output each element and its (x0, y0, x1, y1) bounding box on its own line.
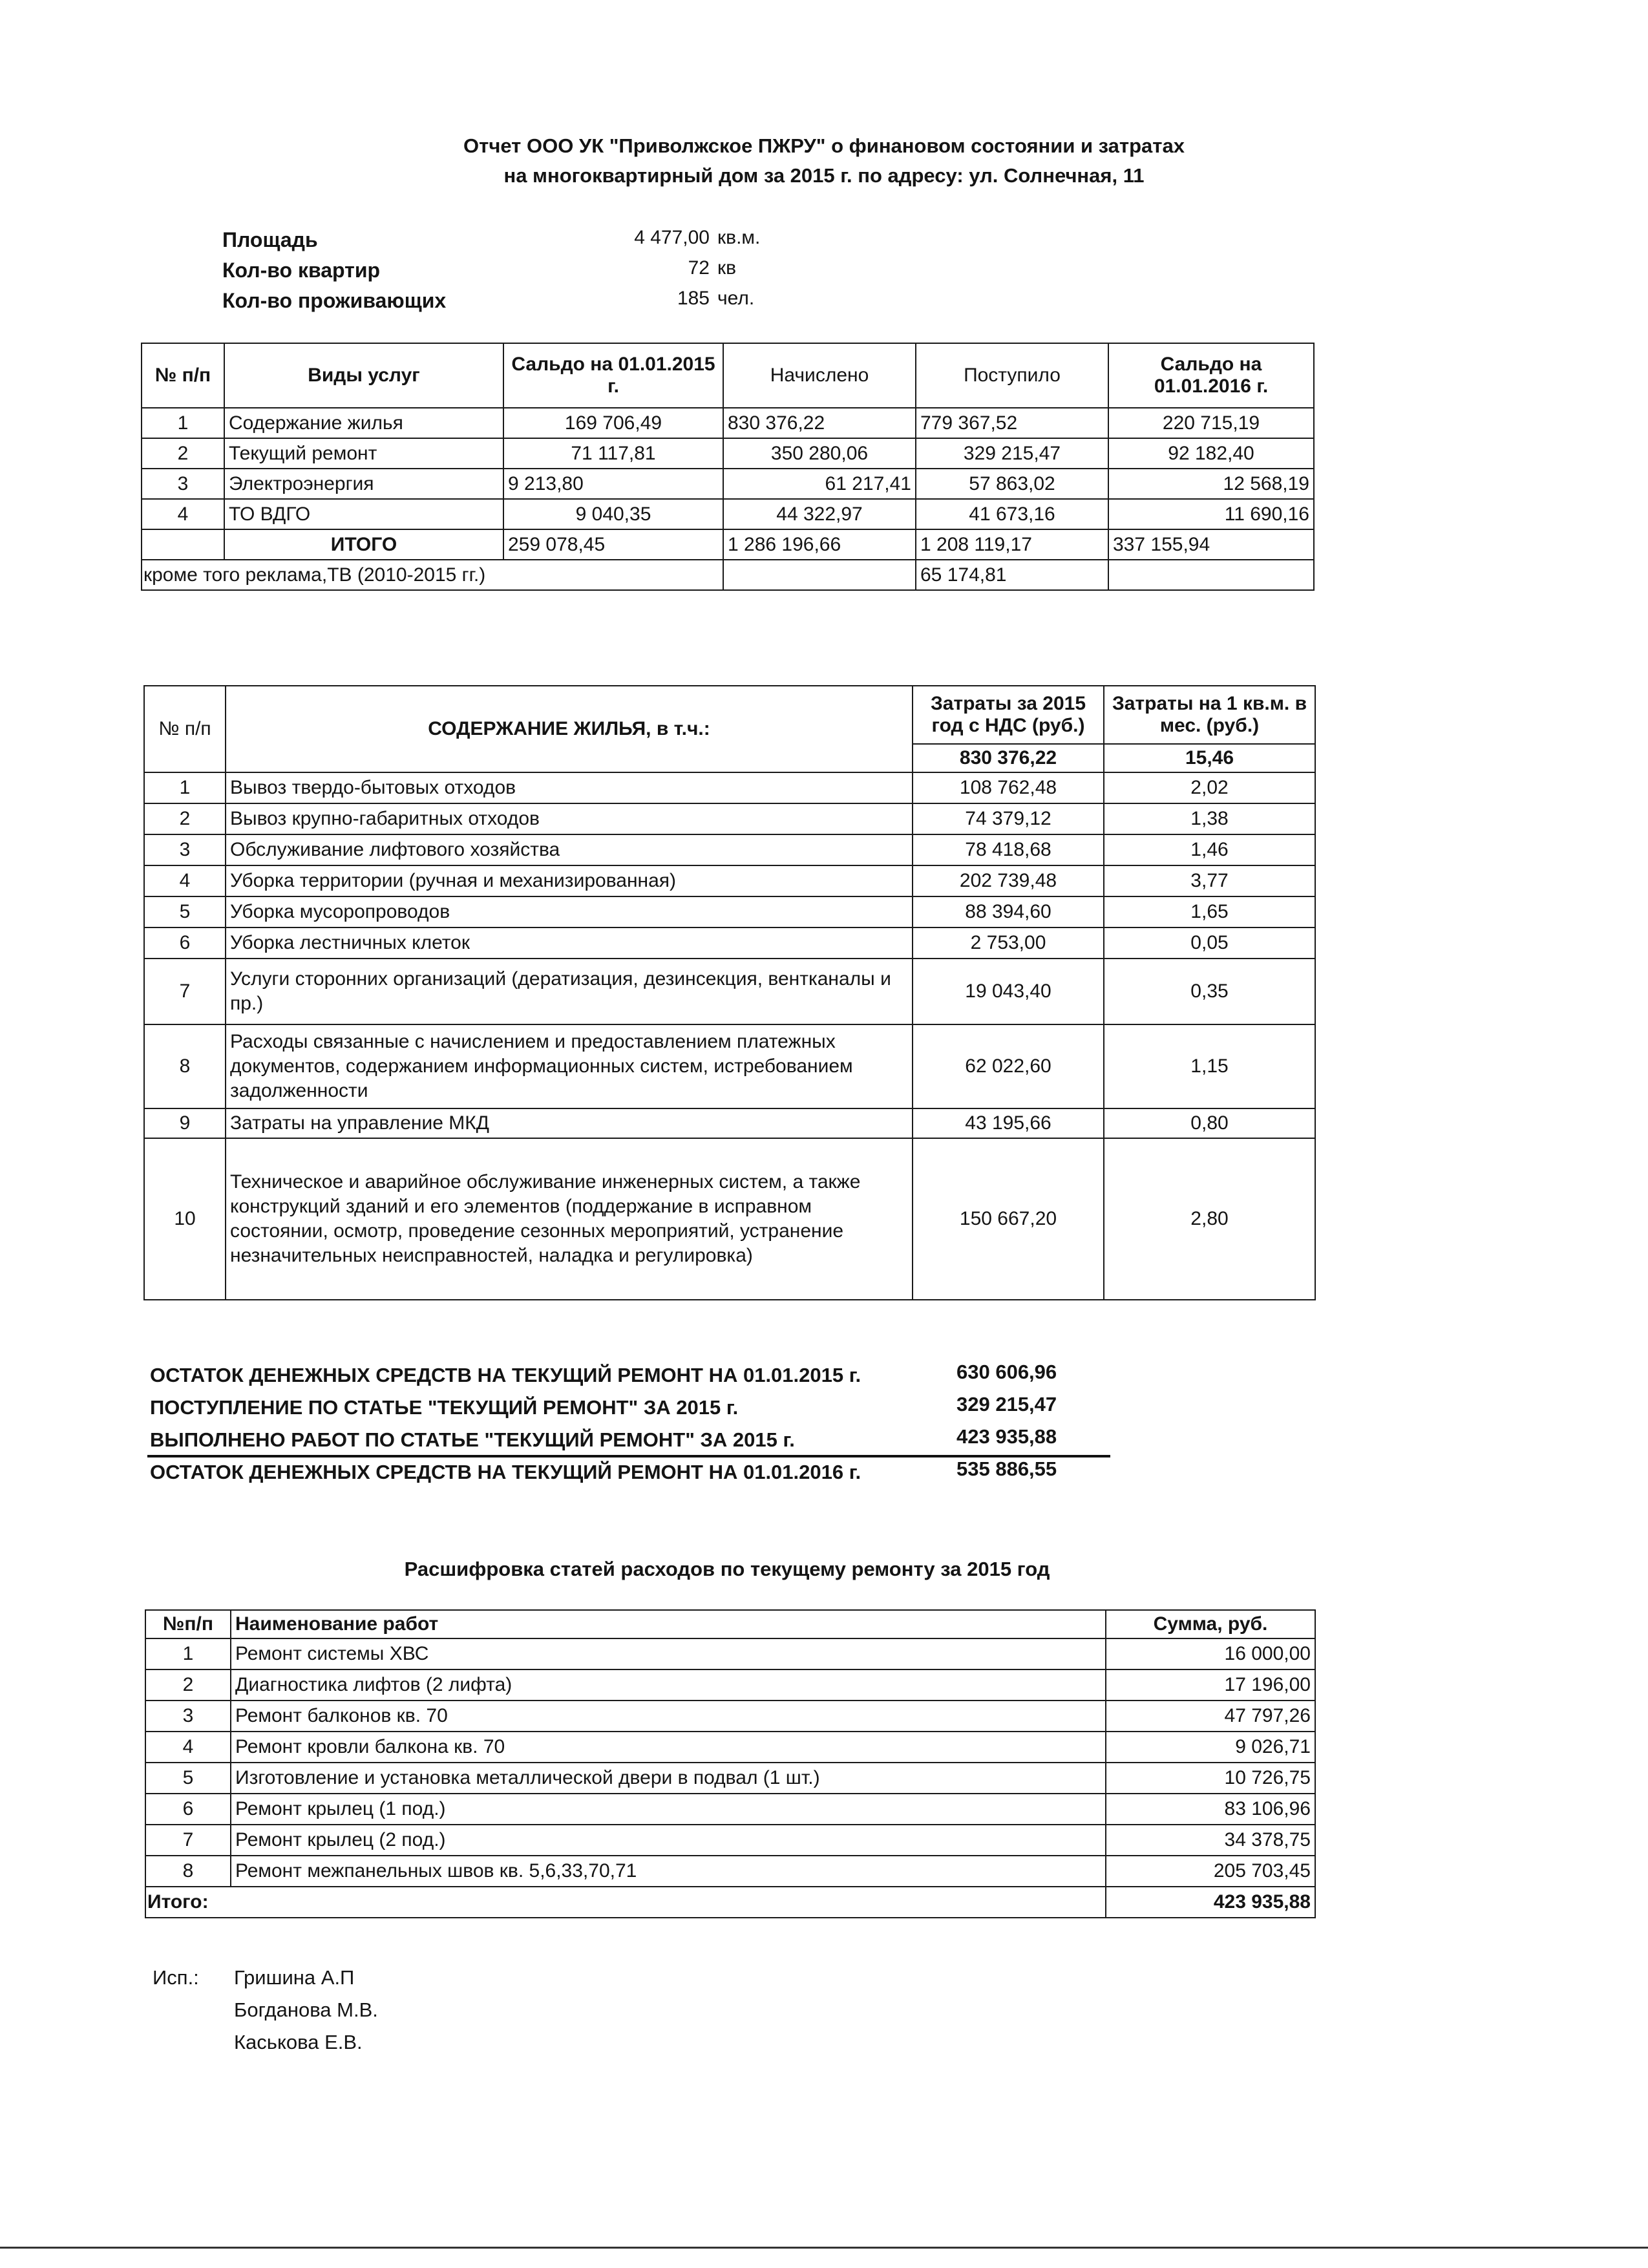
item-name: Уборка мусоропроводов (226, 896, 913, 927)
item-name: Услуги сторонних организаций (дератизация, дезинсекция, вентканалы и пр.) (226, 959, 913, 1024)
item-name: Расходы связанные с начислением и предоставлением платежных документов, содержанием информационных систем, истребованием задолженности (226, 1024, 913, 1108)
repair-table-header (145, 1610, 1315, 1638)
item-name: Уборка территории (ручная и механизированная) (226, 865, 913, 896)
apartments-label: Кол-во квартир (222, 259, 381, 282)
item-cost: 78 418,68 (913, 834, 1104, 865)
item-cost: 2 753,00 (913, 927, 1104, 959)
services-total-row (142, 529, 1314, 560)
table-row (145, 1763, 1315, 1794)
summary-label: ОСТАТОК ДЕНЕЖНЫХ СРЕДСТВ НА ТЕКУЩИЙ РЕМОНТ НА 01.01.2015 г. (150, 1364, 861, 1386)
table-row (145, 1638, 1315, 1669)
balance-2015: 71 117,81 (503, 438, 723, 469)
advertising-received: 65 174,81 (916, 560, 1108, 590)
item-per-m2: 0,35 (1104, 959, 1315, 1024)
summary-label: ОСТАТОК ДЕНЕЖНЫХ СРЕДСТВ НА ТЕКУЩИЙ РЕМОНТ НА 01.01.2016 г. (150, 1461, 861, 1483)
work-name: Ремонт межпанельных швов кв. 5,6,33,70,71 (231, 1856, 1106, 1887)
item-name: Обслуживание лифтового хозяйства (226, 834, 913, 865)
charged: 350 280,06 (723, 438, 916, 469)
table-row (144, 959, 1315, 1024)
row-number: 8 (144, 1024, 226, 1108)
apartments-unit: кв (717, 257, 737, 279)
charged: 830 376,22 (723, 408, 916, 438)
work-name: Диагностика лифтов (2 лифта) (231, 1669, 1106, 1701)
work-name: Изготовление и установка металлической двери в подвал (1 шт.) (231, 1763, 1106, 1794)
row-number: 1 (142, 408, 224, 438)
report-title-line-1: Отчет ООО УК "Приволжское ПЖРУ" о финановом состоянии и затратах (463, 134, 1185, 157)
service-name: ТО ВДГО (224, 499, 503, 529)
report-title-line-2: на многоквартирный дом за 2015 г. по адресу: ул. Солнечная, 11 (503, 164, 1145, 187)
col-service-header: Виды услуг (224, 343, 503, 408)
repair-breakdown-title: Расшифровка статей расходов по текущему ремонту за 2015 год (404, 1558, 1050, 1580)
received: 329 215,47 (916, 438, 1108, 469)
col-number-header: № п/п (142, 343, 224, 408)
row-number: 9 (144, 1108, 226, 1138)
total-cost: 830 376,22 (913, 744, 1104, 772)
residents-value: 185 (677, 288, 710, 309)
summary-value: 329 215,47 (956, 1393, 1057, 1415)
service-name: Электроэнергия (224, 469, 503, 499)
item-name: Уборка лестничных клеток (226, 927, 913, 959)
row-number: 4 (144, 865, 226, 896)
table-row (144, 772, 1315, 803)
row-number: 4 (145, 1732, 231, 1763)
row-number: 7 (145, 1825, 231, 1856)
item-per-m2: 0,80 (1104, 1108, 1315, 1138)
summary-value: 423 935,88 (956, 1425, 1057, 1448)
row-number: 3 (144, 834, 226, 865)
balance-2015: 9 040,35 (503, 499, 723, 529)
work-sum: 16 000,00 (1106, 1638, 1315, 1669)
row-number: 2 (142, 438, 224, 469)
received: 779 367,52 (916, 408, 1108, 438)
work-sum: 34 378,75 (1106, 1825, 1315, 1856)
work-sum: 10 726,75 (1106, 1763, 1315, 1794)
scan-edge-line (0, 2247, 1648, 2249)
row-number: 6 (145, 1794, 231, 1825)
table-row (144, 803, 1315, 834)
balance-2015: 9 213,80 (503, 469, 723, 499)
residents-label: Кол-во проживающих (222, 289, 447, 312)
services-table (141, 343, 1315, 591)
summary-label: ВЫПОЛНЕНО РАБОТ ПО СТАТЬЕ "ТЕКУЩИЙ РЕМОНТ" ЗА 2015 г. (150, 1428, 795, 1451)
advertising-label: кроме того реклама,ТВ (2010-2015 гг.) (142, 560, 723, 590)
area-unit: кв.м. (717, 227, 761, 248)
item-per-m2: 3,77 (1104, 865, 1315, 896)
row-number: 10 (144, 1138, 226, 1300)
total-received: 1 208 119,17 (916, 529, 1108, 560)
row-number: 4 (142, 499, 224, 529)
charged: 61 217,41 (723, 469, 916, 499)
table-row (144, 1138, 1315, 1300)
row-number: 3 (145, 1701, 231, 1732)
table-row (144, 927, 1315, 959)
row-number: 6 (144, 927, 226, 959)
table-row (142, 469, 1314, 499)
item-per-m2: 1,46 (1104, 834, 1315, 865)
row-number: 5 (145, 1763, 231, 1794)
work-sum: 47 797,26 (1106, 1701, 1315, 1732)
work-name: Ремонт кровли балкона кв. 70 (231, 1732, 1106, 1763)
services-table-header (142, 343, 1314, 408)
row-number: 2 (145, 1669, 231, 1701)
total-charged: 1 286 196,66 (723, 529, 916, 560)
service-name: Содержание жилья (224, 408, 503, 438)
item-per-m2: 0,05 (1104, 927, 1315, 959)
executors-label: Исп.: (153, 1966, 199, 1989)
item-per-m2: 1,65 (1104, 896, 1315, 927)
item-cost: 108 762,48 (913, 772, 1104, 803)
item-name: Техническое и аварийное обслуживание инженерных систем, а также конструкций зданий и его элементов (поддержание в исправном состоянии, осмотр, проведение сезонных мероприятий, устранение незначительных неисправностей, наладка и регулировка) (226, 1138, 913, 1300)
apartments-value: 72 (688, 257, 710, 279)
advertising-row (142, 560, 1314, 590)
total-balance-2016: 337 155,94 (1108, 529, 1314, 560)
table-row (144, 896, 1315, 927)
col-number-header: №п/п (145, 1610, 231, 1638)
balance-2016: 12 568,19 (1108, 469, 1314, 499)
row-number: 8 (145, 1856, 231, 1887)
row-number: 2 (144, 803, 226, 834)
repair-table (145, 1609, 1316, 1918)
total-per-m2: 15,46 (1104, 744, 1315, 772)
service-name: Текущий ремонт (224, 438, 503, 469)
received: 41 673,16 (916, 499, 1108, 529)
col-cost-header: Затраты за 2015 год с НДС (руб.) (913, 686, 1104, 744)
row-number: 1 (145, 1638, 231, 1669)
item-cost: 74 379,12 (913, 803, 1104, 834)
area-value: 4 477,00 (634, 227, 710, 248)
executor-name: Гришина А.П (234, 1966, 355, 1989)
table-row (145, 1856, 1315, 1887)
item-name: Вывоз крупно-габаритных отходов (226, 803, 913, 834)
table-row (144, 1108, 1315, 1138)
col-number-header: № п/п (144, 686, 226, 772)
item-cost: 19 043,40 (913, 959, 1104, 1024)
work-sum: 83 106,96 (1106, 1794, 1315, 1825)
item-name: Вывоз твердо-бытовых отходов (226, 772, 913, 803)
executor-name: Каськова Е.В. (234, 2031, 363, 2053)
item-per-m2: 1,38 (1104, 803, 1315, 834)
maintenance-table-header (144, 686, 1315, 744)
col-received-header: Поступило (916, 343, 1108, 408)
table-row (144, 865, 1315, 896)
maintenance-table (143, 685, 1316, 1300)
item-cost: 43 195,66 (913, 1108, 1104, 1138)
table-row (142, 408, 1314, 438)
col-maintenance-header: СОДЕРЖАНИЕ ЖИЛЬЯ, в т.ч.: (226, 686, 913, 772)
charged: 44 322,97 (723, 499, 916, 529)
table-row (142, 499, 1314, 529)
work-sum: 205 703,45 (1106, 1856, 1315, 1887)
summary-value: 535 886,55 (956, 1457, 1057, 1480)
work-sum: 9 026,71 (1106, 1732, 1315, 1763)
total-balance-2015: 259 078,45 (503, 529, 723, 560)
area-label: Площадь (222, 228, 318, 251)
repair-total-sum: 423 935,88 (1106, 1887, 1315, 1918)
repair-total-row (145, 1887, 1315, 1918)
col-work-name-header: Наименование работ (231, 1610, 1106, 1638)
item-cost: 202 739,48 (913, 865, 1104, 896)
item-cost: 88 394,60 (913, 896, 1104, 927)
balance-2015: 169 706,49 (503, 408, 723, 438)
table-row (145, 1732, 1315, 1763)
work-name: Ремонт системы ХВС (231, 1638, 1106, 1669)
item-per-m2: 2,02 (1104, 772, 1315, 803)
residents-unit: чел. (717, 288, 755, 309)
table-row (144, 1024, 1315, 1108)
row-number: 3 (142, 469, 224, 499)
table-row (145, 1825, 1315, 1856)
row-number: 7 (144, 959, 226, 1024)
item-per-m2: 2,80 (1104, 1138, 1315, 1300)
row-number: 1 (144, 772, 226, 803)
col-balance-2016-header: Сальдо на 01.01.2016 г. (1108, 343, 1314, 408)
table-row (145, 1701, 1315, 1732)
item-cost: 150 667,20 (913, 1138, 1104, 1300)
table-row (145, 1669, 1315, 1701)
col-sum-header: Сумма, руб. (1106, 1610, 1315, 1638)
col-balance-2015-header: Сальдо на 01.01.2015 г. (503, 343, 723, 408)
received: 57 863,02 (916, 469, 1108, 499)
table-row (142, 438, 1314, 469)
total-label: ИТОГО (224, 529, 503, 560)
work-sum: 17 196,00 (1106, 1669, 1315, 1701)
work-name: Ремонт балконов кв. 70 (231, 1701, 1106, 1732)
executor-name: Богданова М.В. (234, 1998, 378, 2021)
table-row (144, 834, 1315, 865)
repair-total-label: Итого: (145, 1887, 1106, 1918)
item-per-m2: 1,15 (1104, 1024, 1315, 1108)
balance-2016: 11 690,16 (1108, 499, 1314, 529)
item-cost: 62 022,60 (913, 1024, 1104, 1108)
summary-value: 630 606,96 (956, 1361, 1057, 1383)
balance-2016: 92 182,40 (1108, 438, 1314, 469)
balance-2016: 220 715,19 (1108, 408, 1314, 438)
col-per-m2-header: Затраты на 1 кв.м. в мес. (руб.) (1104, 686, 1315, 744)
col-charged-header: Начислено (723, 343, 916, 408)
summary-label: ПОСТУПЛЕНИЕ ПО СТАТЬЕ "ТЕКУЩИЙ РЕМОНТ" ЗА 2015 г. (150, 1396, 739, 1419)
work-name: Ремонт крылец (2 под.) (231, 1825, 1106, 1856)
table-row (145, 1794, 1315, 1825)
item-name: Затраты на управление МКД (226, 1108, 913, 1138)
row-number: 5 (144, 896, 226, 927)
work-name: Ремонт крылец (1 под.) (231, 1794, 1106, 1825)
